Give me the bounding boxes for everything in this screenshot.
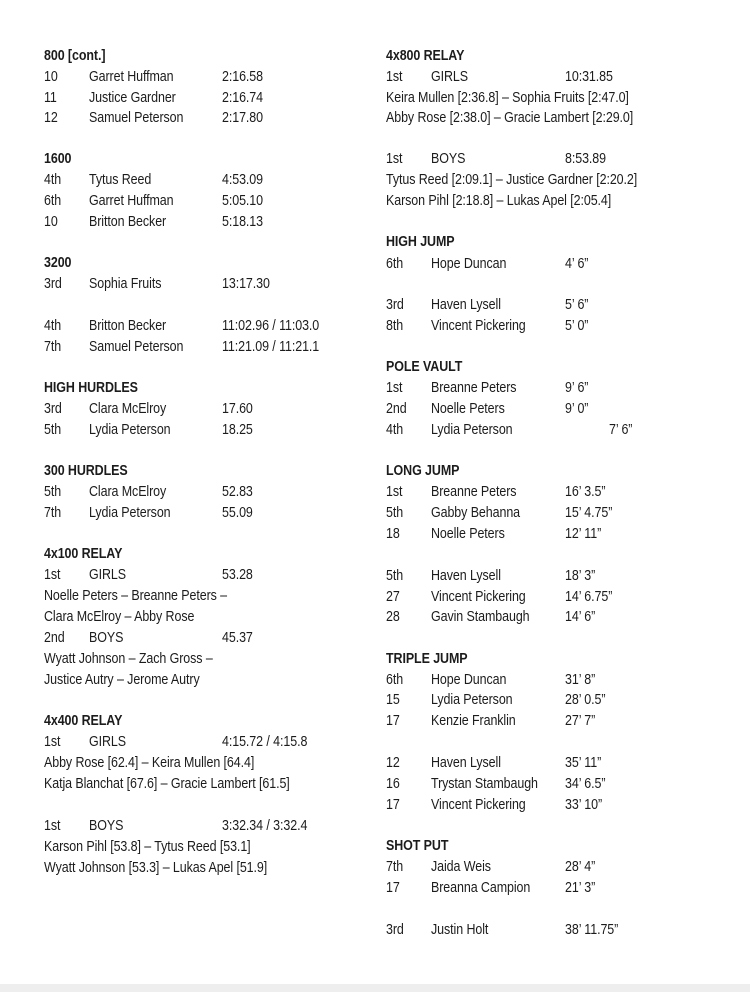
relay-members: Clara McElroy – Abby Rose (44, 609, 195, 625)
athlete-name: Noelle Peters (431, 526, 505, 542)
section-title: SHOT PUT (386, 838, 449, 854)
place: 2nd (386, 401, 407, 417)
place: 3rd (386, 297, 404, 313)
athlete-name: Breanne Peters (431, 484, 517, 500)
mark: 7’ 6” (609, 422, 633, 438)
athlete-name: Haven Lysell (431, 755, 501, 771)
place: 27 (386, 589, 400, 605)
mark: 18’ 3” (565, 568, 596, 584)
place: 7th (44, 505, 62, 521)
athlete-name: Kenzie Franklin (431, 713, 516, 729)
mark: 33’ 10” (565, 797, 603, 813)
mark: 3:32.34 / 3:32.4 (222, 818, 308, 834)
place: 7th (386, 859, 404, 875)
mark: 11:02.96 / 11:03.0 (222, 318, 320, 334)
place: 12 (386, 755, 400, 771)
athlete-name: Breanna Campion (431, 880, 531, 896)
place: 5th (44, 422, 62, 438)
section-title: 800 [cont.] (44, 48, 106, 64)
athlete-name: Vincent Pickering (431, 797, 526, 813)
place: 3rd (44, 401, 62, 417)
team-label: GIRLS (89, 734, 126, 750)
place: 6th (386, 256, 404, 272)
mark: 2:16.58 (222, 69, 264, 85)
place: 10 (44, 214, 58, 230)
mark: 38’ 11.75” (565, 922, 619, 938)
athlete-name: Clara McElroy (89, 484, 167, 500)
athlete-name: Haven Lysell (431, 297, 501, 313)
relay-members: Noelle Peters – Breanne Peters – (44, 588, 228, 604)
place: 12 (44, 110, 58, 126)
mark: 52.83 (222, 484, 253, 500)
place: 17 (386, 713, 400, 729)
relay-members: Justice Autry – Jerome Autry (44, 672, 200, 688)
team-label: GIRLS (89, 567, 126, 583)
bottom-strip (0, 984, 750, 992)
place: 1st (44, 567, 61, 583)
section-title: LONG JUMP (386, 463, 460, 479)
mark: 53.28 (222, 567, 253, 583)
mark: 13:17.30 (222, 276, 270, 292)
athlete-name: Lydia Peterson (89, 505, 171, 521)
mark: 17.60 (222, 401, 253, 417)
athlete-name: Justice Gardner (89, 90, 176, 106)
place: 4th (386, 422, 404, 438)
athlete-name: Lydia Peterson (431, 692, 513, 708)
athlete-name: Tytus Reed (89, 172, 152, 188)
relay-members: Abby Rose [2:38.0] – Gracie Lambert [2:29.0] (386, 110, 634, 126)
mark: 5:05.10 (222, 193, 264, 209)
mark: 35’ 11” (565, 755, 602, 771)
mark: 14’ 6.75” (565, 589, 613, 605)
athlete-name: Haven Lysell (431, 568, 501, 584)
athlete-name: Breanne Peters (431, 380, 517, 396)
mark: 14’ 6” (565, 609, 596, 625)
section-title: 300 HURDLES (44, 463, 128, 479)
section-title: TRIPLE JUMP (386, 651, 468, 667)
athlete-name: Hope Duncan (431, 256, 507, 272)
place: 2nd (44, 630, 65, 646)
mark: 28’ 4” (565, 859, 596, 875)
athlete-name: Gabby Behanna (431, 505, 521, 521)
mark: 4:15.72 / 4:15.8 (222, 734, 308, 750)
team-label: BOYS (431, 151, 466, 167)
section-title: HIGH JUMP (386, 234, 455, 250)
athlete-name: Noelle Peters (431, 401, 505, 417)
place: 7th (44, 339, 62, 355)
place: 1st (386, 484, 403, 500)
place: 1st (386, 69, 403, 85)
section-title: 3200 (44, 255, 72, 271)
athlete-name: Britton Becker (89, 214, 167, 230)
section-title: 4x400 RELAY (44, 713, 123, 729)
place: 15 (386, 692, 400, 708)
athlete-name: Justin Holt (431, 922, 489, 938)
mark: 11:21.09 / 11:21.1 (222, 339, 320, 355)
section-title: 4x100 RELAY (44, 546, 123, 562)
relay-members: Keira Mullen [2:36.8] – Sophia Fruits [2:47.0] (386, 90, 629, 106)
athlete-name: Jaida Weis (431, 859, 491, 875)
place: 3rd (386, 922, 404, 938)
mark: 2:17.80 (222, 110, 264, 126)
mark: 12’ 11” (565, 526, 602, 542)
place: 8th (386, 318, 404, 334)
relay-members: Abby Rose [62.4] – Keira Mullen [64.4] (44, 755, 255, 771)
athlete-name: Vincent Pickering (431, 589, 526, 605)
mark: 10:31.85 (565, 69, 613, 85)
athlete-name: Britton Becker (89, 318, 167, 334)
mark: 5:18.13 (222, 214, 264, 230)
place: 11 (44, 90, 57, 106)
place: 5th (44, 484, 62, 500)
athlete-name: Trystan Stambaugh (431, 776, 538, 792)
place: 18 (386, 526, 400, 542)
athlete-name: Garret Huffman (89, 193, 174, 209)
place: 10 (44, 69, 58, 85)
place: 6th (44, 193, 62, 209)
relay-members: Tytus Reed [2:09.1] – Justice Gardner [2:20.2] (386, 172, 638, 188)
place: 4th (44, 318, 62, 334)
mark: 21’ 3” (565, 880, 596, 896)
relay-members: Wyatt Johnson [53.3] – Lukas Apel [51.9] (44, 860, 268, 876)
section-title: HIGH HURDLES (44, 380, 138, 396)
team-label: BOYS (89, 630, 124, 646)
mark: 8:53.89 (565, 151, 607, 167)
place: 6th (386, 672, 404, 688)
place: 5th (386, 505, 404, 521)
athlete-name: Gavin Stambaugh (431, 609, 530, 625)
mark: 9’ 6” (565, 380, 589, 396)
place: 17 (386, 880, 400, 896)
mark: 28’ 0.5” (565, 692, 606, 708)
mark: 34’ 6.5” (565, 776, 606, 792)
athlete-name: Samuel Peterson (89, 110, 184, 126)
place: 1st (44, 734, 61, 750)
athlete-name: Garret Huffman (89, 69, 174, 85)
team-label: GIRLS (431, 69, 468, 85)
place: 16 (386, 776, 400, 792)
mark: 5’ 0” (565, 318, 589, 334)
place: 4th (44, 172, 62, 188)
mark: 18.25 (222, 422, 253, 438)
relay-members: Karson Pihl [53.8] – Tytus Reed [53.1] (44, 839, 251, 855)
athlete-name: Clara McElroy (89, 401, 167, 417)
athlete-name: Lydia Peterson (431, 422, 513, 438)
place: 1st (386, 151, 403, 167)
relay-members: Karson Pihl [2:18.8] – Lukas Apel [2:05.4] (386, 193, 612, 209)
team-label: BOYS (89, 818, 124, 834)
mark: 16’ 3.5” (565, 484, 606, 500)
athlete-name: Sophia Fruits (89, 276, 162, 292)
athlete-name: Lydia Peterson (89, 422, 171, 438)
section-title: 1600 (44, 151, 72, 167)
place: 1st (386, 380, 403, 396)
place: 1st (44, 818, 61, 834)
section-title: POLE VAULT (386, 359, 463, 375)
mark: 9’ 0” (565, 401, 589, 417)
relay-members: Wyatt Johnson – Zach Gross – (44, 651, 213, 667)
mark: 2:16.74 (222, 90, 264, 106)
section-title: 4x800 RELAY (386, 48, 465, 64)
mark: 55.09 (222, 505, 253, 521)
mark: 27’ 7” (565, 713, 596, 729)
athlete-name: Hope Duncan (431, 672, 507, 688)
place: 3rd (44, 276, 62, 292)
mark: 15’ 4.75” (565, 505, 613, 521)
mark: 5’ 6” (565, 297, 589, 313)
mark: 45.37 (222, 630, 253, 646)
mark: 4’ 6” (565, 256, 589, 272)
relay-members: Katja Blanchat [67.6] – Gracie Lambert [61.5] (44, 776, 290, 792)
athlete-name: Vincent Pickering (431, 318, 526, 334)
athlete-name: Samuel Peterson (89, 339, 184, 355)
mark: 31’ 8” (565, 672, 596, 688)
place: 17 (386, 797, 400, 813)
place: 5th (386, 568, 404, 584)
place: 28 (386, 609, 400, 625)
mark: 4:53.09 (222, 172, 264, 188)
